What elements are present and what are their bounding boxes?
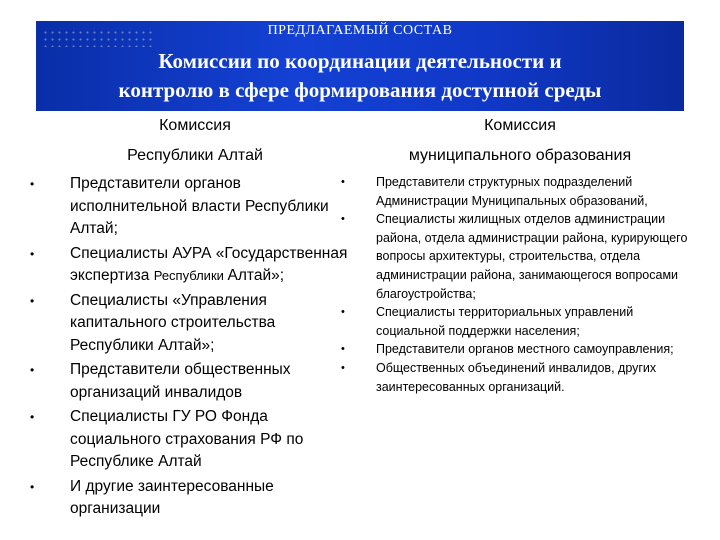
- list-item-text: Специалисты жилищных отделов администрации района, отдела администрации района, курирующего вопросы архитектуры, строительства, отдела администрации района, занимающегося вопросами благоустройства;: [376, 212, 688, 301]
- list-item-text: Специалисты АУРА «Государственная экспертиза: [70, 244, 348, 284]
- page-title: [36, 47, 684, 105]
- list-item: [24, 243, 354, 288]
- bullet-icon: •: [341, 306, 345, 319]
- right-heading-line-2: муниципального образования: [408, 147, 632, 164]
- bullet-icon: •: [30, 479, 35, 494]
- list-item-text: Представители органов местного самоуправления;: [376, 342, 674, 357]
- bullet-icon: •: [30, 410, 35, 424]
- header-banner: [36, 21, 684, 111]
- bullet-icon: •: [30, 246, 35, 261]
- list-item: [24, 476, 354, 521]
- list-item: [24, 290, 354, 358]
- list-item-text: Специалисты «Управления капитального строительства Республики Алтай»;: [70, 291, 276, 354]
- bullet-icon: •: [30, 177, 35, 191]
- list-item-text: Специалисты территориальных управлений социальной поддержки населения;: [376, 305, 634, 338]
- list-item-text: Представители общественных организаций инвалидов: [70, 361, 291, 401]
- subtitle: ПРЕДЛАГАЕМЫЙ СОСТАВ: [267, 23, 453, 38]
- left-heading-line-1: Комиссия: [159, 117, 231, 134]
- title-line-2: контролю в сфере формирования доступной среды: [118, 78, 602, 102]
- title-line-1: Комиссии по координации деятельности и: [158, 49, 562, 73]
- right-column-heading: [360, 111, 680, 171]
- list-item: [338, 173, 698, 210]
- right-heading-line-1: Комиссия: [484, 117, 556, 134]
- list-item: [24, 173, 354, 241]
- right-list: [338, 173, 698, 396]
- left-column-heading: [90, 111, 300, 171]
- list-item-text: Общественных объединений инвалидов, других заинтересованных организаций.: [376, 360, 657, 394]
- left-heading-line-2: Республики Алтай: [127, 147, 263, 164]
- list-item-text: Представители структурных подразделений Администрации Муниципальных образований,: [376, 175, 648, 208]
- list-item-text: И другие заинтересованные организации: [70, 477, 274, 517]
- bullet-icon: •: [30, 293, 35, 308]
- list-item: [338, 210, 698, 303]
- bullet-icon: •: [30, 363, 35, 377]
- list-item-text-tail: Алтай»;: [227, 267, 285, 284]
- list-item-text: Специалисты ГУ РО Фонда социального страхования РФ по Республике Алтай: [70, 408, 304, 470]
- bullet-icon: •: [341, 343, 345, 356]
- list-item: [24, 406, 354, 474]
- list-item: [338, 303, 698, 340]
- list-item: [338, 359, 698, 396]
- list-item-text: Представители органов исполнительной власти Республики Алтай;: [70, 175, 329, 237]
- list-item: [24, 359, 354, 404]
- list-item: [338, 340, 698, 359]
- bullet-icon: •: [341, 176, 345, 188]
- bullet-icon: •: [341, 361, 345, 374]
- bullet-icon: •: [341, 213, 345, 226]
- list-item-text-small: Республики: [153, 268, 228, 283]
- left-list: [24, 173, 354, 523]
